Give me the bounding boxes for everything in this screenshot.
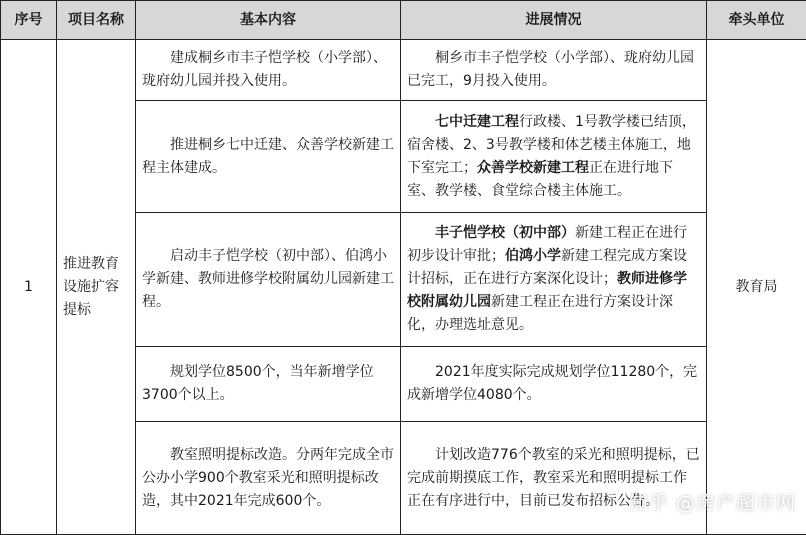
header-seq: 序号: [1, 1, 57, 40]
progress-cell: [401, 40, 707, 101]
header-project: 项目名称: [57, 1, 136, 40]
header-lead: 牵头单位: [707, 1, 806, 40]
progress-bold-segment: 丰子恺学校（初中部）: [435, 225, 575, 241]
progress-cell: [401, 347, 707, 422]
progress-bold-segment: 众善学校新建工程: [477, 159, 589, 176]
progress-segment: 新建工程正在进行方案设计深化，办理选址意见。: [407, 294, 673, 333]
progress-segment: 桐乡市丰子恺学校（小学部）、珑府幼儿园已完工，9月投入使用。: [407, 50, 694, 89]
progress-cell: [401, 213, 707, 347]
seq-cell: 1: [1, 40, 57, 535]
header-row: [1, 1, 806, 40]
table-row: [1, 40, 806, 101]
progress-bold-segment: 教师进修学校附属幼儿园: [407, 271, 687, 310]
progress-segment: 2021年度实际完成规划学位11280个，完成新增学位4080个。: [407, 364, 698, 403]
progress-segment: 正在进行地下室、教学楼、食堂综合楼主体施工。: [407, 159, 673, 199]
progress-segment: 新建工程正在进行初步设计审批；: [407, 225, 687, 264]
progress-cell: [401, 101, 707, 213]
progress-bold-segment: 七中迁建工程: [435, 113, 519, 130]
content-cell: 建成桐乡市丰子恺学校（小学部）、珑府幼儿园并投入使用。: [136, 40, 401, 101]
progress-segment: 计划改造776个教室的采光和照明提标，已完成前期摸底工作，教室采光和照明提标工作正在有序进行中，目前已发布招标公告。: [407, 446, 700, 509]
content-cell: 推进桐乡七中迁建、众善学校新建工程主体建成。: [136, 101, 401, 213]
progress-segment: 行政楼、1号教学楼已结顶，宿舍楼、2、3号教学楼和体艺楼主体施工，地下室完工；: [407, 113, 696, 176]
header-progress: 进展情况: [401, 1, 707, 40]
progress-bold-segment: 伯鸿小学: [505, 248, 561, 264]
watermark-text: 知乎 @房产超市网: [628, 492, 796, 514]
progress-cell: [401, 422, 707, 535]
content-cell: 教室照明提标改造。分两年完成全市公办小学900个教室采光和照明提标改造，其中2021年完成600个。: [136, 422, 401, 535]
lead-cell: 教育局: [707, 40, 806, 535]
content-cell: 规划学位8500个，当年新增学位3700个以上。: [136, 347, 401, 422]
progress-segment: 新建工程完成方案设计招标，正在进行方案深化设计；: [407, 248, 687, 287]
header-content: 基本内容: [136, 1, 401, 40]
project-cell: 推进教育设施扩容提标: [57, 40, 136, 535]
content-cell: 启动丰子恺学校（初中部）、伯鸿小学新建、教师进修学校附属幼儿园新建工程。: [136, 213, 401, 347]
